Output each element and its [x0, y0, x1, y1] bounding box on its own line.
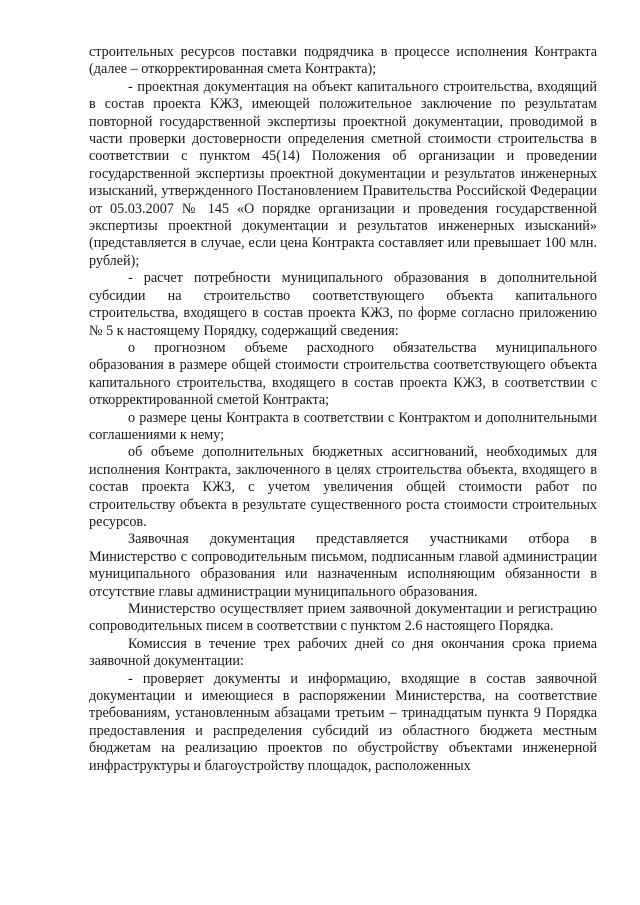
- paragraph-submission: Заявочная документация представляется участниками отбора в Министерство с сопроводительным письмом, подписанным главой администрации муниципального образования или назначенным исполняющим обязанности в отсутствие главы администрации муниципального образования.: [89, 531, 597, 600]
- paragraph-additional-allocations: об объеме дополнительных бюджетных ассигнований, необходимых для исполнения Контракта, заключенного в целях строительства объекта, входящего в состав проекта КЖЗ, с учетом увеличения общей стоимости работ по строительству объекта в результате существенного роста стоимости строительных ресурсов.: [89, 444, 597, 530]
- paragraph-commission: Комиссия в течение трех рабочих дней со дня окончания срока приема заявочной документации:: [89, 635, 597, 670]
- paragraph-project-documentation: - проектная документация на объект капитального строительства, входящий в состав проекта КЖЗ, имеющей положительное заключение по результатам повторной государственной экспертизы проектной документации, проводимой в части проверки достоверности определения сметной стоимости строительства в соответствии с пунктом 45(14) Положения об организации и проведении государственной экспертизы проектной документации и результатов инженерных изысканий, утвержденного Постановлением Правительства Российской Федерации от 05.03.2007 № 145 «О порядке организации и проведения государственной экспертизы проектной документации и результатов инженерных изысканий» (представляется в случае, если цена Контракта составляет или превышает 100 млн. рублей);: [89, 78, 597, 269]
- paragraph-contract-price: о размере цены Контракта в соответствии с Контрактом и дополнительными соглашениями к нему;: [89, 409, 597, 443]
- paragraph-estimate-continuation: строительных ресурсов поставки подрядчика в процессе исполнения Контракта (далее – откорректированная смета Контракта);: [89, 44, 597, 78]
- paragraph-subsidy-calculation: - расчет потребности муниципального образования в дополнительной субсидии на строительство соответствующего объекта капитального строительства, входящего в состав проекта КЖЗ, по форме согласно приложению № 5 к настоящему Порядку, содержащий сведения:: [89, 270, 597, 339]
- paragraph-forecast-obligation: о прогнозном объеме расходного обязательства муниципального образования в размере общей стоимости строительства соответствующего объекта капитального строительства, входящего в состав проекта КЖЗ, в соответствии с откорректированной сметой Контракта;: [89, 339, 597, 409]
- paragraph-document-check: - проверяет документы и информацию, входящие в состав заявочной документации и имеющиеся в распоряжении Министерства, на соответствие требованиям, установленным абзацами третьим – тринадцатым пункта 9 Порядка предоставления и распределения субсидий из областного бюджета местным бюджетам на реализацию проектов по обустройству объектами инженерной инфраструктуры и благоустройству площадок, расположенных: [89, 670, 597, 774]
- paragraph-ministry-registration: Министерство осуществляет прием заявочной документации и регистрацию сопроводительных писем в соответствии с пунктом 2.6 настоящего Порядка.: [89, 601, 597, 635]
